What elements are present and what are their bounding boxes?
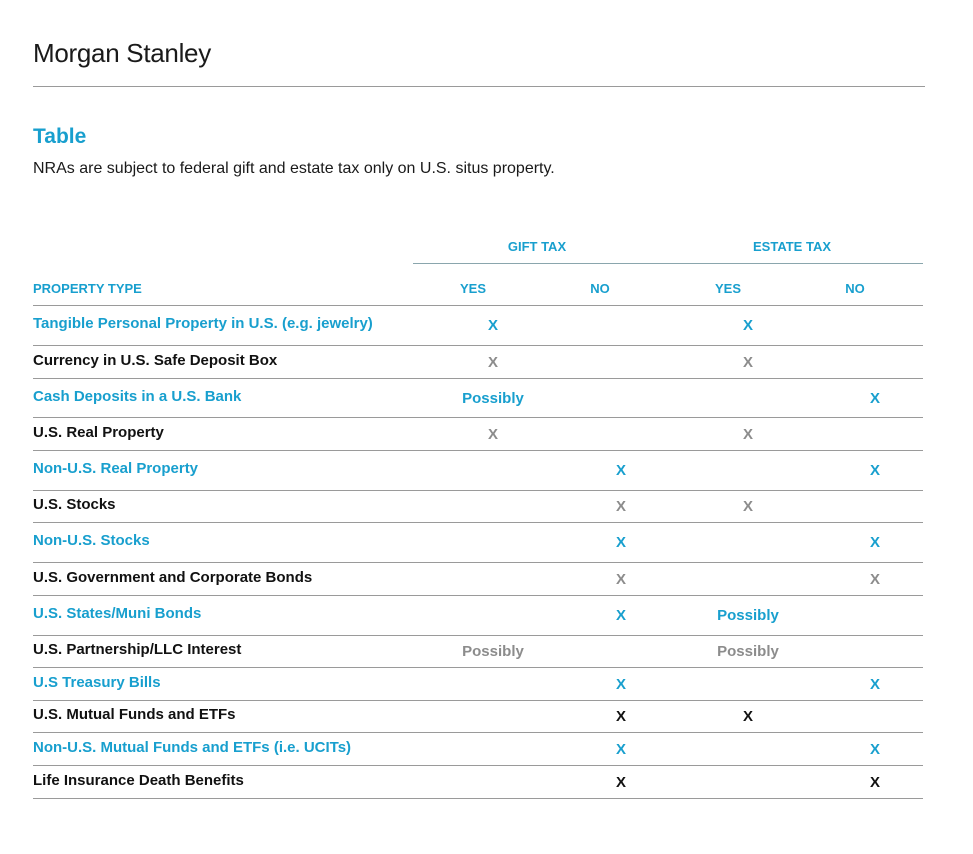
row-label: Life Insurance Death Benefits: [33, 771, 244, 789]
row-divider: [33, 798, 923, 799]
table-row: [33, 523, 923, 563]
row-label: U.S. Government and Corporate Bonds: [33, 568, 313, 586]
page-title: Table: [33, 125, 87, 148]
row-label: U.S. Partnership/LLC Interest: [33, 641, 242, 658]
cell-estate-no: X: [869, 675, 880, 693]
cell-gift-no: X: [615, 570, 626, 588]
cell-gift-yes: X: [487, 317, 498, 334]
table-row: [33, 491, 923, 523]
cell-gift-no: X: [615, 708, 626, 725]
table-row: [33, 418, 923, 451]
cell-estate-no: X: [869, 534, 880, 551]
table-row: [33, 701, 923, 733]
column-header-property-type: PROPERTY TYPE: [33, 281, 142, 296]
row-label: U.S. Mutual Funds and ETFs: [33, 706, 236, 723]
cell-gift-no: X: [615, 740, 626, 758]
row-label: U.S Treasury Bills: [33, 673, 161, 691]
cell-gift-no: X: [615, 462, 626, 479]
table-row: [33, 563, 923, 596]
row-label: Currency in U.S. Safe Deposit Box: [33, 351, 278, 369]
row-label: U.S. Stocks: [33, 496, 116, 513]
table-row: [33, 306, 923, 346]
cell-gift-yes: Possibly: [462, 643, 524, 660]
row-label: Non-U.S. Mutual Funds and ETFs (i.e. UCITs): [33, 738, 352, 756]
cell-estate-yes: X: [742, 353, 753, 371]
cell-estate-no: X: [869, 389, 880, 407]
row-label: Non-U.S. Stocks: [33, 532, 150, 549]
cell-estate-yes: Possibly: [717, 643, 779, 660]
cell-gift-no: X: [615, 675, 626, 693]
cell-estate-no: X: [869, 570, 880, 588]
table-row: [33, 379, 923, 418]
row-label: Cash Deposits in a U.S. Bank: [33, 387, 242, 405]
group-header-divider: [413, 263, 923, 264]
row-label: U.S. Real Property: [33, 423, 164, 441]
row-label: Non-U.S. Real Property: [33, 460, 199, 477]
table-row: [33, 346, 923, 379]
cell-gift-yes: X: [487, 353, 498, 371]
intro-text: NRAs are subject to federal gift and estate tax only on U.S. situs property.: [33, 160, 555, 177]
group-header-gift-tax: GIFT TAX: [507, 239, 567, 254]
cell-gift-no: X: [615, 498, 626, 515]
row-label: U.S. States/Muni Bonds: [33, 605, 202, 622]
cell-estate-no: X: [869, 773, 880, 791]
cell-estate-no: X: [869, 462, 880, 479]
cell-gift-no: X: [615, 607, 626, 624]
cell-gift-no: X: [615, 534, 626, 551]
table-row: [33, 596, 923, 636]
column-header-gift-yes: YES: [459, 281, 486, 296]
cell-estate-yes: X: [742, 708, 753, 725]
cell-gift-yes: X: [487, 425, 498, 443]
cell-estate-no: X: [869, 740, 880, 758]
cell-gift-no: X: [615, 773, 626, 791]
column-header-gift-no: NO: [590, 281, 610, 296]
cell-estate-yes: Possibly: [717, 607, 779, 624]
brand-logo: Morgan Stanley: [33, 38, 211, 68]
row-label: Tangible Personal Property in U.S. (e.g. jewelry): [33, 315, 373, 332]
table-row: [33, 766, 923, 799]
table-row: [33, 451, 923, 491]
table-row: [33, 668, 923, 701]
cell-estate-yes: X: [742, 498, 753, 515]
cell-estate-yes: X: [742, 317, 753, 334]
table-row: [33, 733, 923, 766]
group-header-estate-tax: ESTATE TAX: [753, 239, 831, 254]
table-row: [33, 636, 923, 668]
column-header-estate-no: NO: [845, 281, 865, 296]
cell-estate-yes: X: [742, 425, 753, 443]
column-header-estate-yes: YES: [714, 281, 741, 296]
header-divider: [33, 86, 925, 87]
cell-gift-yes: Possibly: [462, 389, 524, 407]
